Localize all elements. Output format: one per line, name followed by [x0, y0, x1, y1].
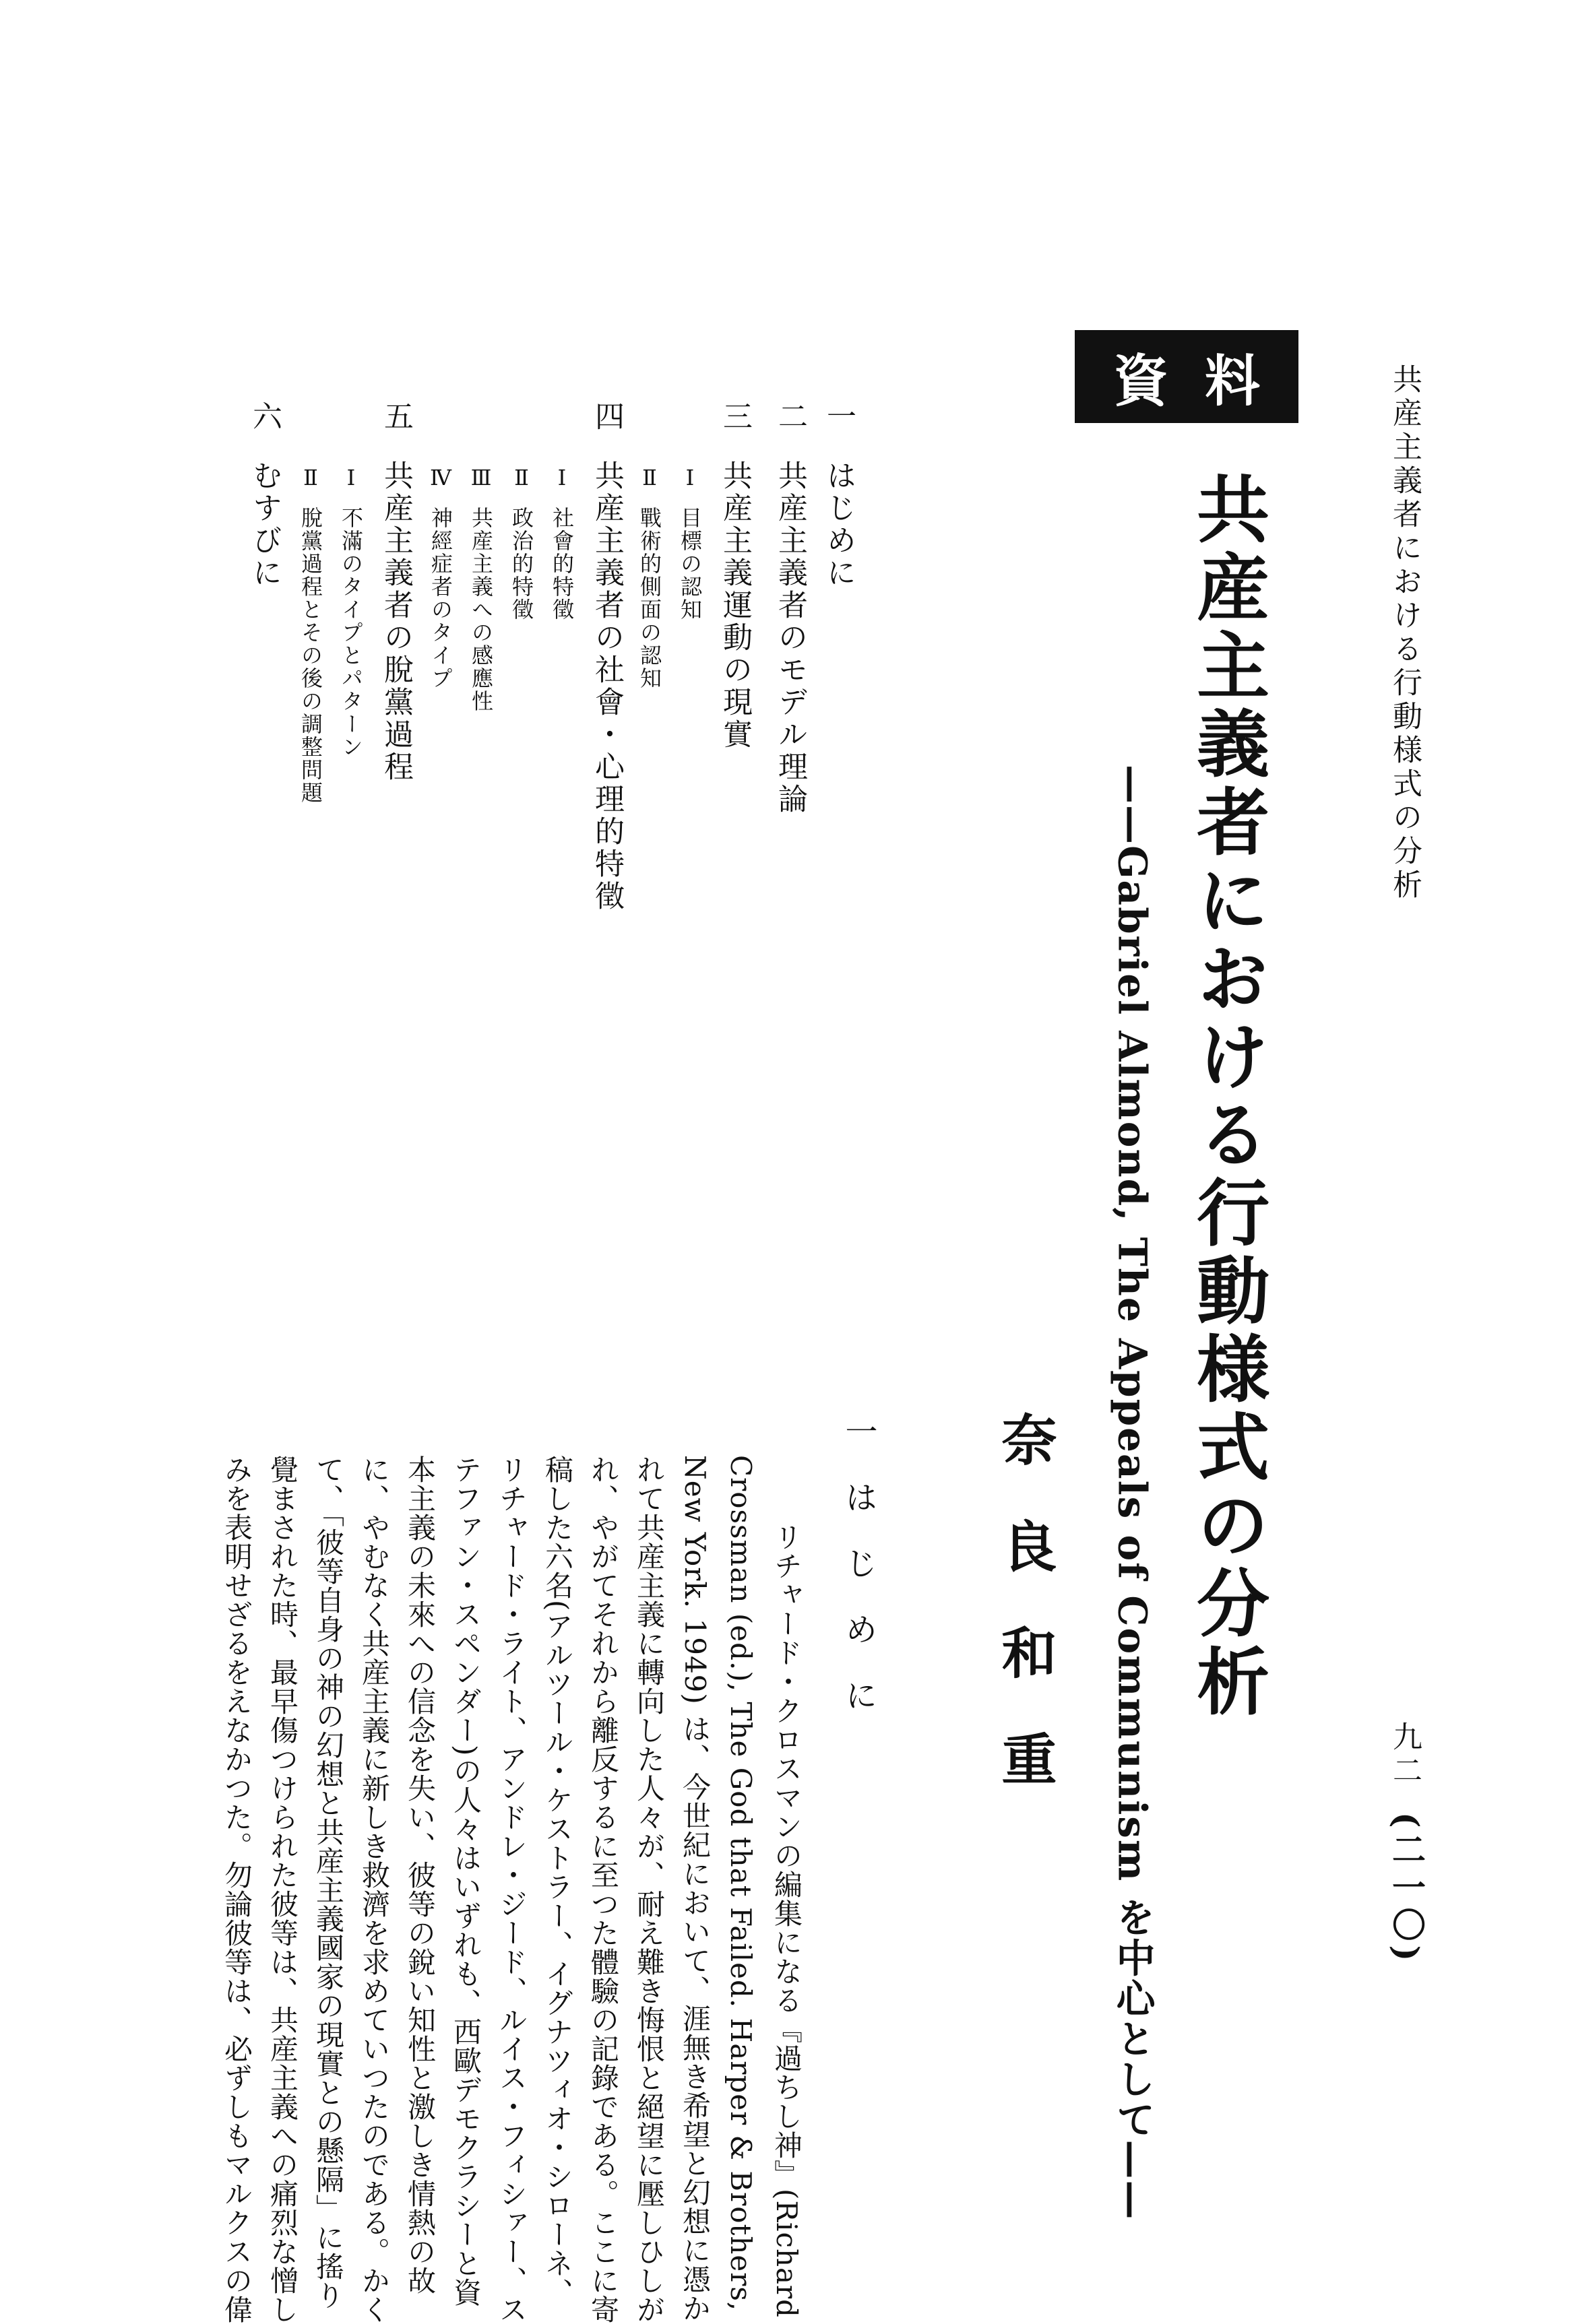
toc-number: Ⅰ — [338, 465, 364, 492]
toc-label: 共産主義への感應性 — [468, 507, 494, 713]
body-line: リチャード・ライト、アンドレ・ジード、ルイス・フィシァー、ス — [495, 1455, 528, 2324]
toc-subitem — [340, 465, 362, 758]
toc-number: Ⅱ — [637, 465, 662, 492]
toc-number: 一 — [821, 401, 856, 433]
toc-label: 政治的特徵 — [509, 507, 534, 621]
body-line: Crossman (ed.), The God that Failed. Harper & Brothers, — [724, 1455, 757, 2312]
toc-number: Ⅰ — [549, 465, 575, 492]
toc-number: 四 — [590, 401, 624, 433]
toc-item — [379, 401, 413, 783]
section-label-box — [1075, 330, 1298, 423]
running-header: 共産主義者における行動様式の分析 — [1387, 364, 1422, 903]
body-line: New York. 1949) は、今世紀において、涯無き希望と幻想に憑か — [679, 1455, 712, 2323]
toc-number: 三 — [718, 401, 752, 433]
article-title: 共産主義者における行動様式の分析 — [1184, 472, 1269, 1722]
toc-label: 共産主義運動の現實 — [718, 460, 752, 751]
toc-subitem — [300, 465, 321, 804]
author-name: 奈良和重 — [993, 1411, 1057, 1837]
toc-item — [590, 401, 624, 913]
page-sequence: (二一〇) — [1387, 1812, 1426, 1966]
toc-number: 六 — [247, 401, 282, 433]
toc-label: 共産主義者の脫黨過程 — [379, 460, 413, 783]
toc-label: 不滿のタイプとパターン — [338, 507, 364, 758]
article-subtitle: ——Gabriel Almond, The Appeals of Communism を中心として—— — [1109, 765, 1156, 2221]
toc-item — [247, 401, 282, 589]
toc-label: 神經症者のタイプ — [428, 507, 453, 690]
toc-label: 共産主義者の社會・心理的特徵 — [590, 460, 624, 913]
toc-item — [821, 401, 856, 589]
section-label-char: 資 — [1112, 349, 1168, 414]
toc-label: 戰術的側面の認知 — [637, 507, 662, 690]
toc-subitem — [430, 465, 451, 690]
body-line: れ、やがてそれから離反するに至つた體驗の記錄である。ここに寄 — [587, 1455, 620, 2324]
body-line: リチャード・クロスマンの編集になる『過ちし神』(Richard — [770, 1522, 803, 2319]
toc-number: 二 — [773, 401, 807, 433]
toc-label: 目標の認知 — [677, 507, 703, 621]
page-number: 九二 — [1387, 1721, 1422, 1788]
toc-label: 社會的特徵 — [549, 507, 575, 621]
toc-number: Ⅰ — [677, 465, 703, 492]
toc-number: 五 — [379, 401, 413, 433]
section-label-char: 料 — [1204, 349, 1260, 414]
toc-label: 共産主義者のモデル理論 — [773, 460, 807, 816]
toc-label: はじめに — [821, 460, 856, 589]
toc-number: Ⅲ — [468, 465, 494, 492]
toc-label: むすびに — [247, 460, 282, 589]
body-line: 本主義の未來への信念を失い、彼等の銳い知性と激しき情熱の故 — [404, 1455, 437, 2295]
body-line: みを表明せざるをえなかつた。勿論彼等は、必ずしもマルクスの偉 — [220, 1455, 253, 2324]
toc-subitem — [551, 465, 573, 621]
section-heading: 一はじめに — [840, 1415, 877, 1745]
toc-item — [718, 401, 752, 751]
toc-subitem — [511, 465, 532, 621]
body-line: テファン・スペンダー)の人々はいずれも、西歐デモクラシーと資 — [449, 1455, 482, 2307]
body-line: 稿した六名(アルツール・ケストラー、イグナツィオ・シローネ、 — [541, 1455, 574, 2307]
toc-number: Ⅳ — [428, 465, 453, 492]
body-line: に、やむなく共産主義に新しき救濟を求めていつたのである。かく — [358, 1455, 391, 2324]
toc-subitem — [679, 465, 701, 621]
toc-item — [775, 401, 805, 816]
body-line: 覺まされた時、最早傷つけられた彼等は、共産主義への痛烈な憎し — [266, 1455, 299, 2324]
toc-number: Ⅱ — [298, 465, 323, 492]
toc-subitem — [470, 465, 492, 713]
toc-label: 脫黨過程とその後の調整問題 — [298, 507, 323, 804]
toc-subitem — [639, 465, 660, 690]
body-line: れて共産主義に轉向した人々が、耐え難き悔恨と絕望に壓しひしが — [633, 1455, 666, 2324]
body-line: て、「彼等自身の神の幻想と共産主義國家の現實との懸隔」に搖り — [312, 1455, 345, 2310]
toc-number: Ⅱ — [509, 465, 534, 492]
